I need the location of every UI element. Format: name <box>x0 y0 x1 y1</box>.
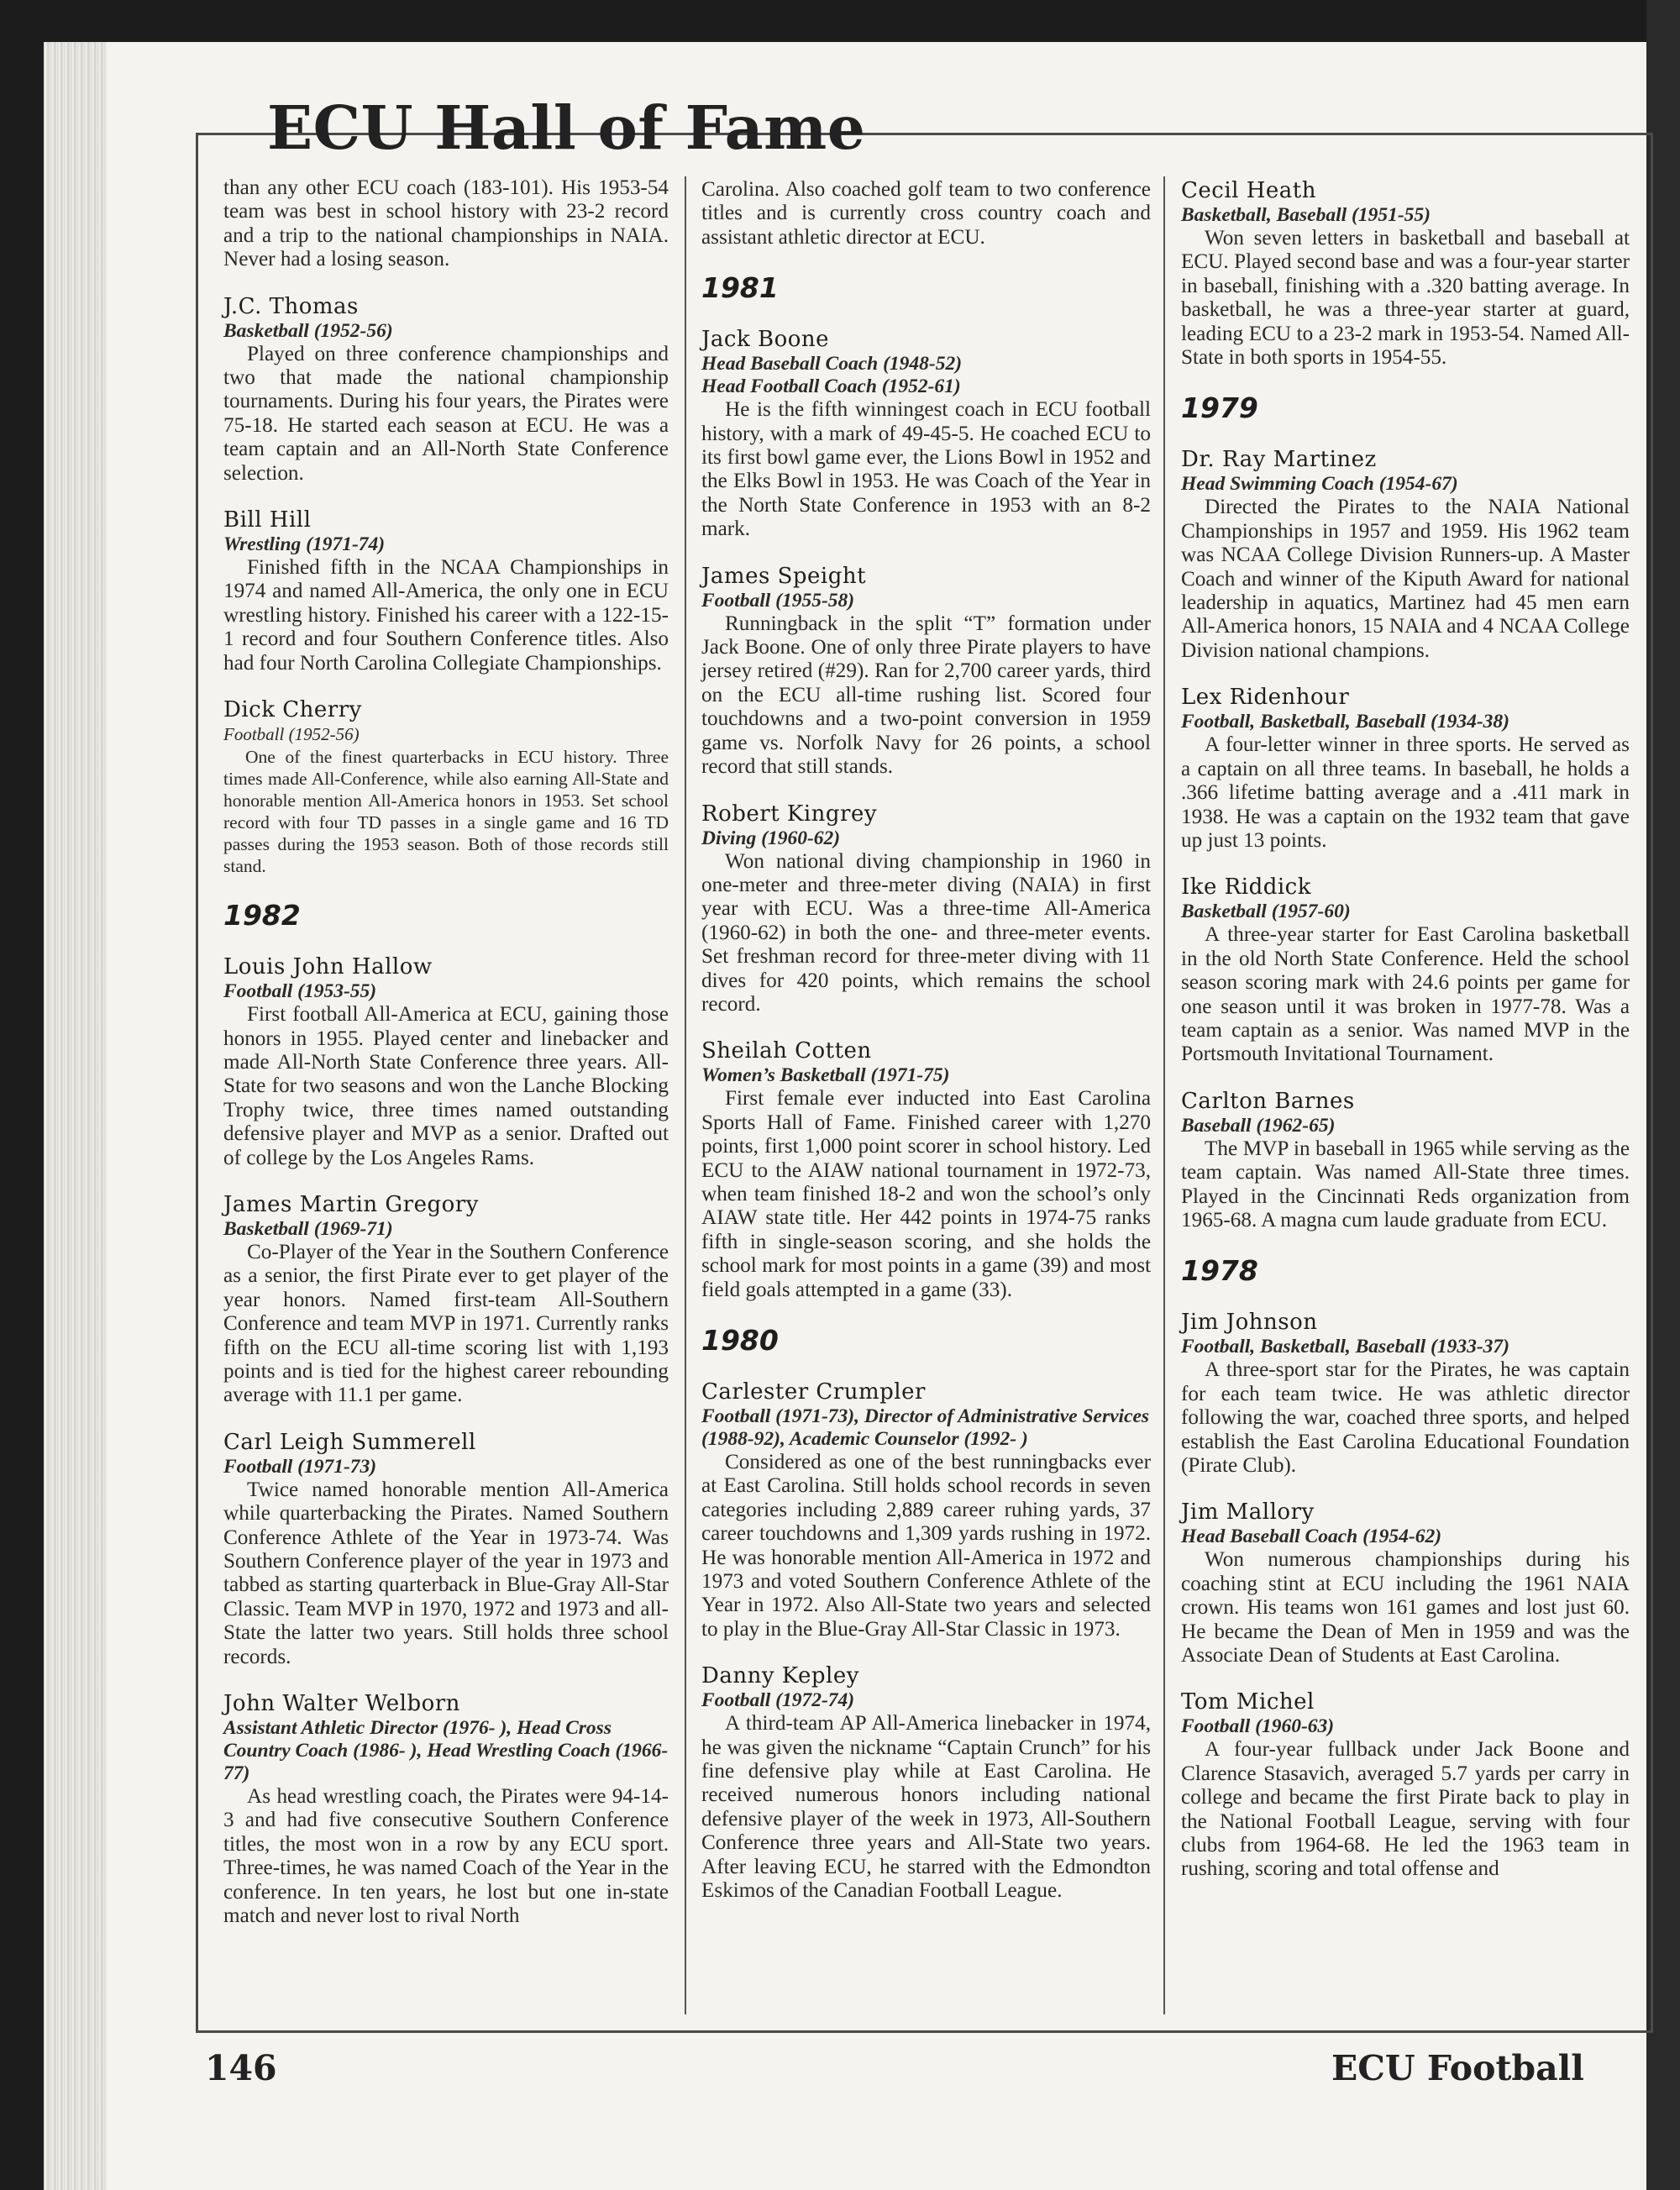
hall-of-fame-entry <box>1181 1089 1630 1233</box>
inductee-sport: Basketball (1952-56) <box>223 319 393 342</box>
column-divider <box>685 176 686 2014</box>
inductee-name: James Martin Gregory <box>223 1191 479 1217</box>
inductee-name: Louis John Hallow <box>223 954 433 980</box>
inductee-bio: A four-year fullback under Jack Boone and Clarence Stasavich, averaged 5.7 yards per carry in college and became the first Pirate back to play in the National Football League, serving with four clubs from 1964-68. He led the 1963 team in rushing, scoring and total offense and <box>1181 1738 1630 1881</box>
hall-of-fame-entry <box>1181 178 1630 370</box>
hall-of-fame-entry <box>223 1430 669 1669</box>
inductee-sport: Diving (1960-62) <box>701 827 841 849</box>
hall-of-fame-entry <box>701 564 1151 780</box>
inductee-bio: A three-sport star for the Pirates, he was captain for each team twice. He was athletic director following the war, coached three sports, and helped establish the East Carolina Educational Foundation (Pirate Club). <box>1181 1358 1630 1477</box>
page-edges <box>44 42 107 2190</box>
inductee-bio: He is the fifth winningest coach in ECU football history, with a mark of 49-45-5. He coached ECU to its first bowl game ever, the Lions Bowl in 1952 and the Elks Bowl in 1953. He was Coach of the Year in the North State Conference in 1953 with an 8-2 mark. <box>701 398 1151 541</box>
column-2 <box>701 178 1151 1925</box>
inductee-bio: One of the finest quarterbacks in ECU history. Three times made All-Conference, while also earning All-State and honorable mention All-America honors in 1953. Set school record with four TD passes in a single game and 16 TD passes during the 1953 season. Both of those records still stand. <box>223 747 669 877</box>
hall-of-fame-entry <box>223 294 669 486</box>
inductee-bio: Co-Player of the Year in the Southern Conference as a senior, the first Pirate ever to get player of the year honors. Named first-team All-Southern Conference and team MVP in 1971. Currently ranks fifth on the ECU all-time scoring list with 1,193 points and is tied for the highest career rebounding average with 11.1 per game. <box>223 1240 669 1407</box>
hall-of-fame-entry <box>223 1691 669 1928</box>
inductee-name: Dr. Ray Martinez <box>1181 447 1377 473</box>
inductee-name: Tom Michel <box>1181 1689 1315 1715</box>
inductee-name: Jim Johnson <box>1181 1310 1318 1336</box>
inductee-sport: Football (1971-73) <box>223 1455 377 1478</box>
hall-of-fame-entry <box>701 327 1151 541</box>
inductee-sport: Basketball (1957-60) <box>1181 901 1351 923</box>
inductee-name: Ike Riddick <box>1181 874 1311 901</box>
inductee-name: Lex Ridenhour <box>1181 685 1350 711</box>
inductee-sport: Football (1971-73), Director of Administrative Services (1988-92), Academic Counselor (1992- ) <box>701 1405 1150 1450</box>
inductee-sport: Football (1952-56) <box>223 724 360 745</box>
inductee-sport: Head Baseball Coach (1954-62) <box>1181 1526 1442 1548</box>
inductee-bio: The MVP in baseball in 1965 while serving as the team captain. Was named All-State three times. Played in the Cincinnati Reds organization from 1965-68. A magna cum laude graduate from ECU. <box>1181 1137 1630 1232</box>
inductee-name: Jack Boone <box>701 327 830 353</box>
inductee-bio: Directed the Pirates to the NAIA National Championships in 1957 and 1959. His 1962 team was NCAA College Division Runners-up. A Master Coach and winner of the Kiputh Award for national leadership in aquatics, Martinez had 45 men earn All-America honors, 15 NAIA and 4 NCAA College Division national champions. <box>1181 496 1630 662</box>
induction-year-heading: 1979 <box>1181 391 1258 425</box>
inductee-sport: Football (1953-55) <box>223 980 377 1003</box>
inductee-bio: As head wrestling coach, the Pirates were 94-14-3 and had five consecutive Southern Conference titles, the most won in a row by any ECU sport. Three-times, he was named Coach of the Year in the conference. In ten years, he lost but one in-state match and never lost to rival North <box>223 1785 669 1928</box>
inductee-name: J.C. Thomas <box>223 293 359 319</box>
inductee-name: James Speight <box>701 563 867 589</box>
inductee-name: Jim Mallory <box>1181 1499 1315 1526</box>
inductee-sport: Football, Basketball, Baseball (1933-37) <box>1181 1336 1510 1358</box>
inductee-sport: Head Baseball Coach (1948-52) <box>701 353 963 376</box>
inductee-name: Danny Kepley <box>701 1663 859 1689</box>
hall-of-fame-entry <box>701 801 1151 1017</box>
inductee-sport: Basketball (1969-71) <box>223 1217 393 1240</box>
induction-year-heading: 1982 <box>223 899 301 932</box>
inductee-name: Carlton Barnes <box>1181 1088 1355 1114</box>
hall-of-fame-entry <box>1181 447 1630 663</box>
inductee-name: Sheilah Cotten <box>701 1038 872 1064</box>
inductee-sport: Assistant Athletic Director (1976- ), Head Cross Country Coach (1986- ), Head Wrestling Coach (1966-77) <box>223 1717 669 1785</box>
induction-year-heading: 1978 <box>1181 1254 1258 1288</box>
inductee-sport: Head Swimming Coach (1954-67) <box>1181 473 1458 496</box>
inductee-sport: Football, Basketball, Baseball (1934-38) <box>1181 711 1510 733</box>
inductee-sport-secondary: Head Football Coach (1952-61) <box>701 376 961 398</box>
inductee-sport: Football (1955-58) <box>701 589 855 612</box>
hall-of-fame-entry <box>1181 1689 1630 1881</box>
hall-of-fame-entry <box>223 954 669 1170</box>
inductee-sport: Football (1972-74) <box>701 1689 855 1712</box>
induction-year-heading: 1980 <box>701 1324 779 1357</box>
inductee-sport: Baseball (1962-65) <box>1181 1114 1336 1137</box>
inductee-bio: Won numerous championships during his coaching stint at ECU including the 1961 NAIA crown. His teams won 161 games and lost just 60. He became the Dean of Men in 1959 and was the Associate Dean of Students at East Carolina. <box>1181 1548 1630 1667</box>
inductee-bio: A three-year starter for East Carolina basketball in the old North State Conference. Held the school season scoring mark with 24.6 points per game for one season until it was broken in 1977-78. Was a team captain as a senior. Was named MVP in the Portsmouth Invitational Tournament. <box>1181 923 1630 1066</box>
publication-name: ECU Football <box>1331 2048 1584 2088</box>
hall-of-fame-entry <box>223 507 669 675</box>
inductee-name: Carl Leigh Summerell <box>223 1429 476 1455</box>
inductee-sport: Football (1960-63) <box>1181 1715 1335 1738</box>
hall-of-fame-entry <box>1181 1499 1630 1667</box>
column-1 <box>223 176 669 1950</box>
hall-of-fame-entry <box>701 1038 1151 1302</box>
continued-text: Carolina. Also coached golf team to two conference titles and is currently cross country coach and assistant athletic director at ECU. <box>701 178 1151 249</box>
inductee-sport: Basketball, Baseball (1951-55) <box>1181 204 1431 226</box>
hall-of-fame-entry <box>1181 874 1630 1066</box>
continued-text: than any other ECU coach (183-101). His 1953-54 team was best in school history with 23-2 record and a trip to the national championships in NAIA. Never had a losing season. <box>223 176 669 271</box>
inductee-sport: Wrestling (1971-74) <box>223 533 386 556</box>
hall-of-fame-entry <box>701 1379 1151 1641</box>
inductee-bio: Twice named honorable mention All-America while quarterbacking the Pirates. Named Southern Conference Athlete of the Year in 1973-74. Was Southern Conference player of the year in 1973 and tabbed as starting quarterback in Blue-Gray All-Star Classic. Team MVP in 1970, 1972 and 1973 and all-State the latter two years. Still holds three school records. <box>223 1478 669 1668</box>
inductee-bio: Finished fifth in the NCAA Championships in 1974 and named All-America, the only one in ECU wrestling history. Finished his career with a 122-15-1 record and four Southern Conference titles. Also had four North Carolina Collegiate Championships. <box>223 556 669 675</box>
column-3 <box>1181 178 1630 1904</box>
page-title: ECU Hall of Fame <box>267 92 866 163</box>
hall-of-fame-entry <box>223 1192 669 1408</box>
inductee-name: Carlester Crumpler <box>701 1379 926 1405</box>
hall-of-fame-entry <box>1181 685 1630 853</box>
inductee-name: Bill Hill <box>223 507 312 533</box>
inductee-bio: Runningback in the split “T” formation under Jack Boone. One of only three Pirate players to have jersey retired (#29). Ran for 2,700 career yards, third on the ECU all-time rushing list. Scored four touchdowns and a two-point conversion in 1959 game vs. Norfolk Navy for 26 points, a school record that still stands. <box>701 612 1151 779</box>
hall-of-fame-entry <box>701 1663 1151 1903</box>
inductee-name: John Walter Welborn <box>223 1691 460 1717</box>
hall-of-fame-entry <box>1181 1310 1630 1478</box>
inductee-name: Cecil Heath <box>1181 178 1316 203</box>
inductee-bio: A third-team AP All-America linebacker in 1974, he was given the nickname “Captain Crunch” for his fine defensive play while at East Carolina. He received numerous honors including national defensive player of the week in 1973, All-Southern Conference three years and All-State two years. After leaving ECU, he starred with the Edmondton Eskimos of the Canadian Football League. <box>701 1712 1151 1903</box>
inductee-bio: First football All-America at ECU, gaining those honors in 1955. Played center and linebacker and made All-North State Conference three years. All-State for two seasons and won the Lanche Blocking Trophy twice, three times named outstanding defensive player and MVP as a senior. Drafted out of college by the Los Angeles Rams. <box>223 1003 669 1169</box>
page-number: 146 <box>205 2048 277 2088</box>
inductee-name: Robert Kingrey <box>701 801 878 827</box>
inductee-bio: Won seven letters in basketball and baseball at ECU. Played second base and was a four-year starter in baseball, finishing with a .320 batting average. In basketball, he was a three-year starter at guard, leading ECU to a 23-2 mark in 1953-54. Named All-State in both sports in 1954-55. <box>1181 227 1630 370</box>
inductee-sport: Women’s Basketball (1971-75) <box>701 1064 950 1087</box>
inductee-bio: A four-letter winner in three sports. He served as a captain on all three teams. In baseball, he holds a .366 lifetime batting average and a .411 mark in 1938. He was a captain on the 1932 team that gave up just 13 points. <box>1181 733 1630 852</box>
inductee-bio: First female ever inducted into East Carolina Sports Hall of Fame. Finished career with 1,270 points, first 1,000 point scorer in school history. Led ECU to the AIAW national tournament in 1972-73, when team finished 18-2 and won the school’s only AIAW state title. Her 442 points in 1974-75 ranks fifth in single-season scoring, and she holds the school mark for most points in a game (39) and most field goals attempted in a game (33). <box>701 1087 1151 1301</box>
induction-year-heading: 1981 <box>701 271 779 305</box>
column-divider <box>1163 176 1165 2014</box>
inductee-bio: Won national diving championship in 1960 in one-meter and three-meter diving (NAIA) in first year with ECU. Was a three-time All-America (1960-62) in both the one- and three-meter events. Set freshman record for three-meter diving with 11 dives for 420 points, which remains the school record. <box>701 849 1151 1016</box>
hall-of-fame-entry <box>223 697 669 877</box>
inductee-bio: Played on three conference championships and two that made the national championship tournaments. During his four years, the Pirates were 75-18. He started each season at ECU. He was a team captain and an All-North State Conference selection. <box>223 342 669 485</box>
inductee-bio: Considered as one of the best runningbacks ever at East Carolina. Still holds school records in seven categories including 2,889 career ruhing yards, 37 career touchdowns and 1,309 yards rushing in 1972. He was honorable mention All-America in 1972 and 1973 and voted Southern Conference Athlete of the Year in 1972. Also All-State two years and selected to play in the Blue-Gray All-Star Classic in 1973. <box>701 1451 1151 1641</box>
inductee-name: Dick Cherry <box>223 697 362 723</box>
